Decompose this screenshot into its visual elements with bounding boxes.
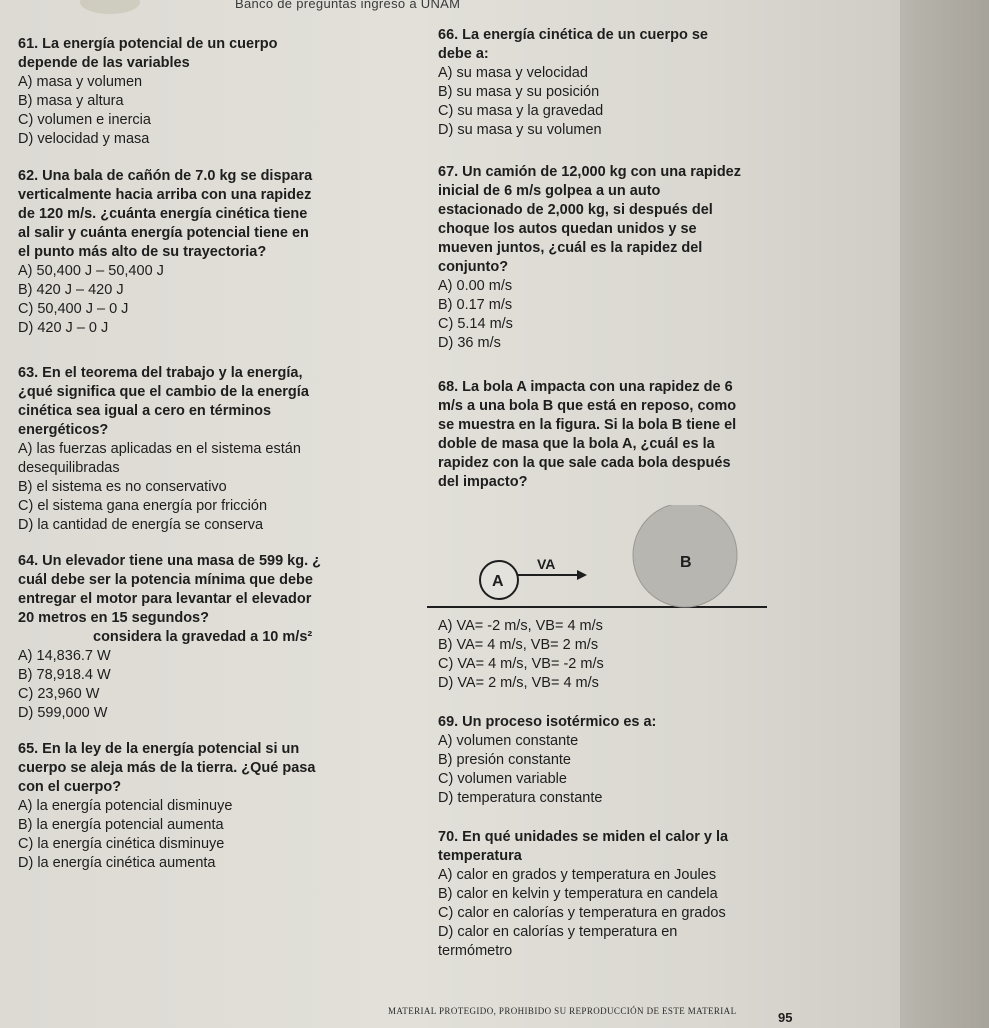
option-61-a: A) masa y volumen <box>18 74 143 90</box>
option-69-c: C) volumen variable <box>438 771 567 787</box>
question-64-stem-1: 64. Un elevador tiene una masa de 599 kg. ¿ <box>18 553 322 569</box>
option-65-a: A) la energía potencial disminuye <box>18 798 233 814</box>
question-68-stem-1: 68. La bola A impacta con una rapidez de 6 <box>438 379 733 395</box>
question-66-stem-1: 66. La energía cinética de un cuerpo se <box>438 27 708 43</box>
question-61 <box>18 35 277 149</box>
question-61-stem-1: 61. La energía potencial de un cuerpo <box>18 36 278 52</box>
question-64-note: considera la gravedad a 10 m/s² <box>93 629 313 645</box>
question-66-stem-2: debe a: <box>438 46 489 62</box>
question-70 <box>438 828 728 961</box>
page-header-title: Banco de preguntas ingreso a UNAM <box>235 0 461 11</box>
option-67-d: D) 36 m/s <box>438 335 501 351</box>
question-69 <box>438 713 656 808</box>
question-61-stem-2: depende de las variables <box>18 55 190 71</box>
option-67-b: B) 0.17 m/s <box>438 297 513 313</box>
question-67-stem-3: estacionado de 2,000 kg, si después del <box>438 202 713 218</box>
question-70-stem-1: 70. En qué unidades se miden el calor y la <box>438 829 729 845</box>
question-65 <box>18 740 315 873</box>
velocity-label: VA <box>537 556 556 572</box>
option-68-b: B) VA= 4 m/s, VB= 2 m/s <box>438 637 599 653</box>
question-67-stem-2: inicial de 6 m/s golpea a un auto <box>438 183 661 199</box>
page-number: 95 <box>778 1010 793 1025</box>
option-70-c: C) calor en calorías y temperatura en grados <box>438 905 726 921</box>
option-68-c: C) VA= 4 m/s, VB= -2 m/s <box>438 656 604 672</box>
question-64 <box>18 552 321 723</box>
option-67-c: C) 5.14 m/s <box>438 316 513 332</box>
question-62-stem-3: de 120 m/s. ¿cuánta energía cinética tiene <box>18 206 308 222</box>
velocity-arrowhead <box>577 570 587 580</box>
option-66-d: D) su masa y su volumen <box>438 122 602 138</box>
ball-a-label: A <box>492 573 504 590</box>
question-67-stem-1: 67. Un camión de 12,000 kg con una rapidez <box>438 164 741 180</box>
question-70-stem-2: temperatura <box>438 848 522 864</box>
option-65-c: C) la energía cinética disminuye <box>18 836 225 852</box>
option-61-d: D) velocidad y masa <box>18 131 150 147</box>
option-63-d: D) la cantidad de energía se conserva <box>18 517 264 533</box>
ball-b-label: B <box>680 554 692 571</box>
page-edge-shadow <box>900 0 989 1028</box>
question-64-stem-4: 20 metros en 15 segundos? <box>18 610 209 626</box>
question-63-stem-2: ¿qué significa que el cambio de la energía <box>18 384 309 400</box>
question-62 <box>18 167 312 338</box>
option-63-a-cont: desequilibradas <box>18 460 120 476</box>
question-67 <box>438 163 741 353</box>
option-70-a: A) calor en grados y temperatura en Joules <box>438 867 717 883</box>
option-61-b: B) masa y altura <box>18 93 124 109</box>
question-65-stem-1: 65. En la ley de la energía potencial si un <box>18 741 300 757</box>
option-62-c: C) 50,400 J – 0 J <box>18 301 129 317</box>
option-70-d: D) calor en calorías y temperatura en <box>438 924 678 940</box>
question-66 <box>438 26 708 140</box>
option-63-c: C) el sistema gana energía por fricción <box>18 498 268 514</box>
copyright-notice: MATERIAL PROTEGIDO, PROHIBIDO SU REPRODUCCIÓN DE ESTE MATERIAL <box>388 1006 737 1016</box>
question-67-stem-6: conjunto? <box>438 259 509 275</box>
option-67-a: A) 0.00 m/s <box>438 278 513 294</box>
question-63-stem-3: cinética sea igual a cero en términos <box>18 403 272 419</box>
option-62-a: A) 50,400 J – 50,400 J <box>18 263 164 279</box>
option-62-b: B) 420 J – 420 J <box>18 282 124 298</box>
question-62-stem-2: verticalmente hacia arriba con una rapidez <box>18 187 312 203</box>
question-67-stem-4: choque los autos quedan unidos y se <box>438 221 697 237</box>
option-64-b: B) 78,918.4 W <box>18 667 111 683</box>
question-62-stem-4: al salir y cuánta energía potencial tiene en <box>18 225 309 241</box>
question-68-stem-2: m/s a una bola B que está en reposo, como <box>438 398 737 414</box>
question-65-stem-2: cuerpo se aleja más de la tierra. ¿Qué pasa <box>18 760 316 776</box>
question-64-stem-2: cuál debe ser la potencia mínima que debe <box>18 572 313 588</box>
option-62-d: D) 420 J – 0 J <box>18 320 109 336</box>
question-62-stem-5: el punto más alto de su trayectoria? <box>18 244 267 260</box>
option-64-c: C) 23,960 W <box>18 686 100 702</box>
option-63-b: B) el sistema es no conservativo <box>18 479 227 495</box>
option-61-c: C) volumen e inercia <box>18 112 151 128</box>
question-68-stem-4: doble de masa que la bola A, ¿cuál es la <box>438 436 715 452</box>
question-63-stem-1: 63. En el teorema del trabajo y la energía, <box>18 365 303 381</box>
option-69-d: D) temperatura constante <box>438 790 603 806</box>
option-69-b: B) presión constante <box>438 752 571 768</box>
option-66-a: A) su masa y velocidad <box>438 65 588 81</box>
option-68-d: D) VA= 2 m/s, VB= 4 m/s <box>438 675 599 691</box>
question-63-stem-4: energéticos? <box>18 422 109 438</box>
question-64-stem-3: entregar el motor para levantar el elevador <box>18 591 312 607</box>
option-66-b: B) su masa y su posición <box>438 84 600 100</box>
question-67-stem-5: mueven juntos, ¿cuál es la rapidez del <box>438 240 703 256</box>
option-64-a: A) 14,836.7 W <box>18 648 111 664</box>
question-69-stem-1: 69. Un proceso isotérmico es a: <box>438 714 657 730</box>
question-68 <box>438 378 736 492</box>
option-69-a: A) volumen constante <box>438 733 579 749</box>
option-70-d-cont: termómetro <box>438 943 513 959</box>
option-64-d: D) 599,000 W <box>18 705 108 721</box>
question-68-stem-6: del impacto? <box>438 474 528 490</box>
option-65-d: D) la energía cinética aumenta <box>18 855 216 871</box>
option-65-b: B) la energía potencial aumenta <box>18 817 224 833</box>
question-68-stem-5: rapidez con la que sale cada bola después <box>438 455 731 471</box>
question-68-stem-3: se muestra en la figura. Si la bola B tiene el <box>438 417 737 433</box>
question-65-stem-3: con el cuerpo? <box>18 779 122 795</box>
question-68-options <box>438 617 604 693</box>
option-68-a: A) VA= -2 m/s, VB= 4 m/s <box>438 618 603 634</box>
collision-figure <box>427 505 772 615</box>
option-66-c: C) su masa y la gravedad <box>438 103 604 119</box>
option-70-b: B) calor en kelvin y temperatura en candela <box>438 886 718 902</box>
option-63-a: A) las fuerzas aplicadas en el sistema están <box>18 441 301 457</box>
question-62-stem-1: 62. Una bala de cañón de 7.0 kg se dispara <box>18 168 313 184</box>
question-63 <box>18 364 309 535</box>
